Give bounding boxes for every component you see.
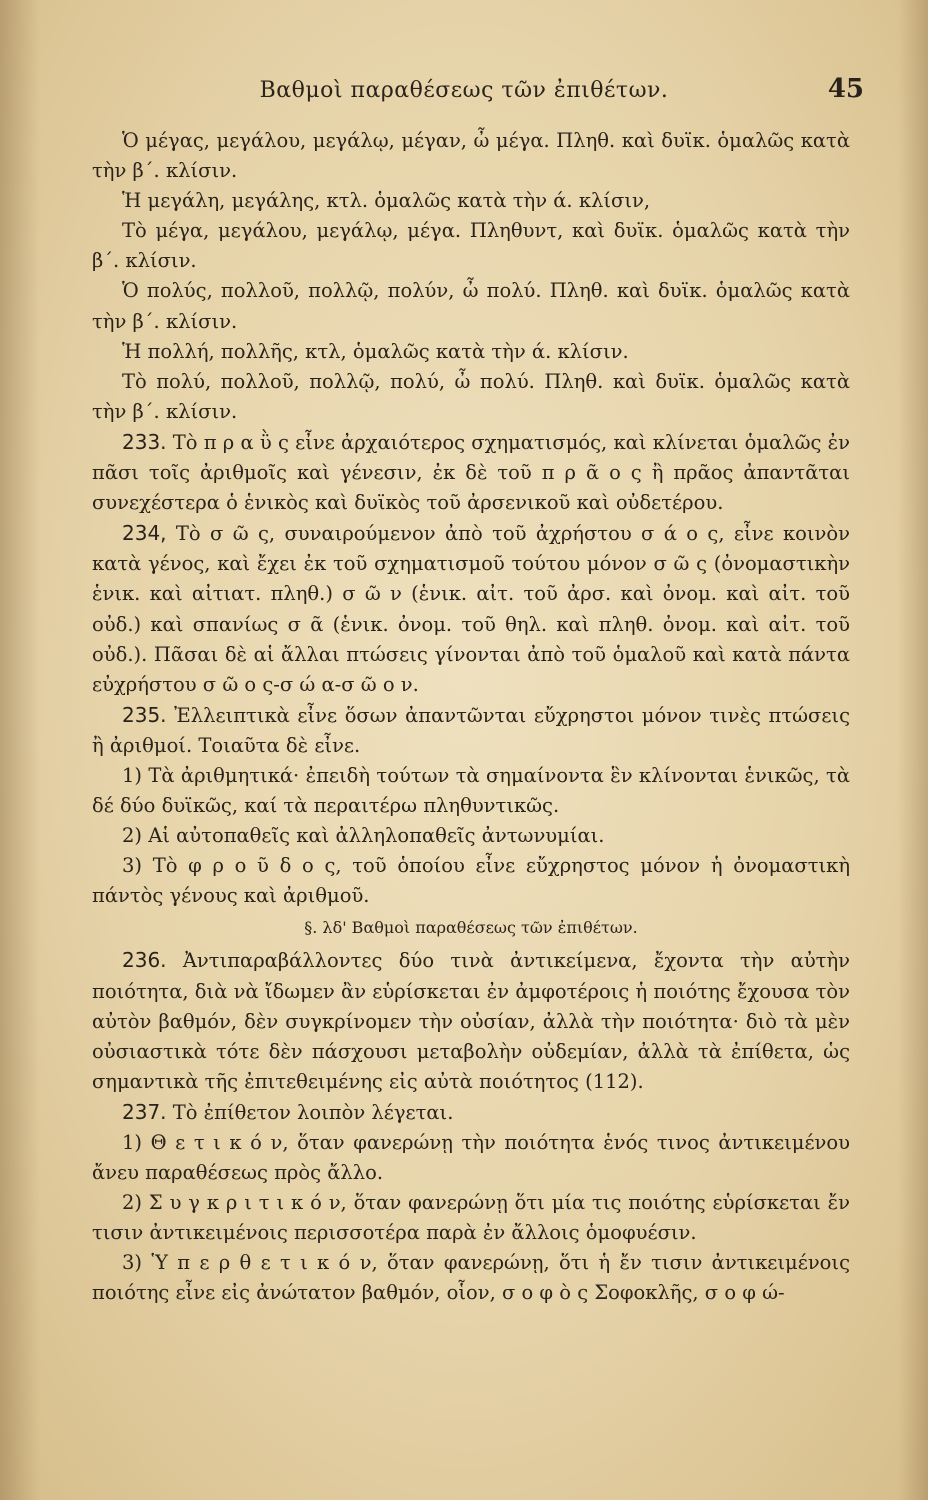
paragraph — [92, 1097, 850, 1128]
paragraph — [92, 186, 850, 216]
paragraph-text: 2) Σ υ γ κ ρ ι τ ι κ ό ν, ὅταν φανερώνῃ ὅτι μία τις ποιότης εὑρίσκεται ἔν τισιν ἀντικειμένοις περισσοτέρα παρὰ ἐν ἄλλοις ὁμοφυέσιν. — [92, 1191, 850, 1245]
paragraph — [92, 337, 850, 367]
body-text — [92, 126, 850, 1309]
paragraph-group-2 — [92, 945, 850, 1308]
paragraph — [92, 518, 850, 700]
paragraph — [92, 367, 850, 427]
paragraph-text: Τὸ σ ῶ ς, συναιρούμενον ἀπὸ τοῦ ἀχρήστου σ ά ο ς, εἶνε κοινὸν κατὰ γένος, καὶ ἔχει ἐκ τοῦ σχηματισμοῦ τούτου μόνον σ ῶ ς (ὀνομαστικὴν ἑνικ. καὶ αἰτιατ. πληθ.) σ ῶ ν (ἑνικ. αἰτ. τοῦ ἀρσ. καὶ ὀνομ. καὶ αἰτ. τοῦ οὐδ.) καὶ σπανίως σ ᾶ (ἑνικ. ὀνομ. τοῦ θηλ. καὶ πληθ. ὀνομ. καὶ αἰτ. τοῦ οὐδ.). Πᾶσαι δὲ αἱ ἄλλαι πτώσεις γίνονται ἀπὸ τοῦ ὁμαλοῦ καὶ κατὰ πάντα εὐχρήστου σ ῶ ο ς-σ ώ α-σ ῶ ο ν. — [92, 522, 850, 696]
paragraph-text: 1) Τὰ ἀριθμητικά· ἐπειδὴ τούτων τὰ σημαίνοντα ἓν κλίνονται ἑνικῶς, τὰ δέ δύο δυϊκῶς, καί τὰ περαιτέρω πληθυντικῶς. — [92, 763, 850, 818]
page-header — [60, 74, 868, 118]
section-number: 236. — [122, 948, 167, 973]
paragraph — [92, 1128, 850, 1188]
paragraph — [92, 700, 850, 761]
paragraph-text: Τὸ ἐπίθετον λοιπὸν λέγεται. — [166, 1100, 454, 1124]
paragraph — [92, 216, 850, 276]
paragraph — [92, 1248, 850, 1308]
page-number: 45 — [827, 74, 864, 104]
paragraph-text: Τὸ πολύ, πολλοῦ, πολλῷ, πολύ, ὦ πολύ. Πληθ. καὶ δυϊκ. ὁμαλῶς κατὰ τὴν β΄. κλίσιν. — [92, 369, 850, 423]
paragraph — [92, 427, 850, 518]
paragraph-text: 3) Ὑ π ε ρ θ ε τ ι κ ό ν, ὅταν φανερώνῃ, ὅτι ἡ ἔν τισιν ἀντικειμένοις ποιότης εἶνε εἰς ἀνώτατον βαθμόν, οἷον, σ ο φ ὸ ς Σοφοκλῆς, σ ο φ ώ- — [92, 1251, 850, 1305]
section-number: 237. — [122, 1099, 167, 1124]
paragraph — [92, 1188, 850, 1248]
paragraph-text: 2) Αἱ αὐτοπαθεῖς καὶ ἀλληλοπαθεῖς ἀντωνυμίαι. — [122, 824, 605, 848]
paragraph-text: Ἡ μεγάλη, μεγάλης, κτλ. ὁμαλῶς κατὰ τὴν ά. κλίσιν, — [122, 189, 651, 213]
paragraph — [92, 821, 850, 851]
paragraph-text: Ὁ πολύς, πολλοῦ, πολλῷ, πολύν, ὦ πολύ. Πληθ. καὶ δυϊκ. ὁμαλῶς κατὰ τὴν β΄. κλίσιν. — [92, 279, 850, 333]
section-number: 235. — [122, 702, 167, 727]
paragraph-text: Ἐλλειπτικὰ εἶνε ὅσων ἀπαντῶνται εὔχρηστοι μόνον τινὲς πτώσεις ἢ ἀριθμοί. Τοιαῦτα δὲ εἶνε. — [92, 703, 850, 757]
section-heading: §. λδ' Βαθμοὶ παραθέσεως τῶν ἐπιθέτων. — [304, 918, 638, 938]
paragraph — [92, 851, 850, 911]
paragraph — [92, 276, 850, 336]
paragraph-text: Τὸ π ρ α ῢ ς εἶνε ἀρχαιότερος σχηματισμός, καὶ κλίνεται ὁμαλῶς ἐν πᾶσι τοῖς ἀριθμοῖς καὶ γένεσιν, ἐκ δὲ τοῦ π ρ ᾶ ο ς ἢ πρᾶος ἀπαντᾶται συνεχέστερα ὁ ἑνικὸς καὶ δυϊκὸς τοῦ ἀρσενικοῦ καὶ οὐδετέρου. — [92, 430, 850, 515]
paragraph-text: Ἀντιπαραβάλλοντες δύο τινὰ ἀντικείμενα, ἔχοντα τὴν αὐτὴν ποιότητα, διὰ νὰ ἴδωμεν ἂν εὑρίσκεται ἐν ἀμφοτέροις ἡ ποιότης ἔχουσα τὸν αὐτὸν βαθμόν, δὲν συγκρίνομεν τὴν οὐσίαν, ἀλλὰ τὴν ποιότητα· διὸ τὰ μὲν οὐσιαστικὰ τότε δὲν πάσχουσι μεταβολὴν οὐδεμίαν, ἀλλὰ τὰ ἐπίθετα, ὡς σημαντικὰ τῆς ἐπιτεθειμένης εἰς αὐτὰ ποιότητος (112). — [92, 949, 850, 1093]
paragraph-text: Τὸ μέγα, μεγάλου, μεγάλῳ, μέγα. Πληθυντ, καὶ δυϊκ. ὁμαλῶς κατὰ τὴν β΄. κλίσιν. — [92, 219, 850, 273]
section-number: 234, — [122, 521, 167, 546]
paragraph — [92, 761, 850, 821]
paragraph-group-1 — [92, 126, 850, 911]
section-number: 233. — [122, 429, 167, 454]
paragraph-text: Ἡ πολλή, πολλῆς, κτλ, ὁμαλῶς κατὰ τὴν ά. κλίσιν. — [122, 339, 629, 363]
running-title: Βαθμοὶ παραθέσεως τῶν ἐπιθέτων. — [259, 78, 669, 103]
paragraph-text: Ὁ μέγας, μεγάλου, μεγάλῳ, μέγαν, ὦ μέγα. Πληθ. καὶ δυϊκ. ὁμαλῶς κατὰ τὴν β΄. κλίσιν. — [92, 129, 850, 183]
paragraph — [92, 126, 850, 186]
paragraph-text: 1) Θ ε τ ι κ ό ν, ὅταν φανερώνῃ τὴν ποιότητα ἑνός τινος ἀντικειμένου ἄνευ παραθέσεως πρὸς ἄλλο. — [92, 1131, 850, 1185]
paragraph — [92, 945, 850, 1096]
paragraph-text: 3) Τὸ φ ρ ο ῦ δ ο ς, τοῦ ὁποίου εἶνε εὔχρηστος μόνον ἡ ὀνομαστικὴ πάντὸς γένους καὶ ἀριθμοῦ. — [92, 854, 850, 908]
